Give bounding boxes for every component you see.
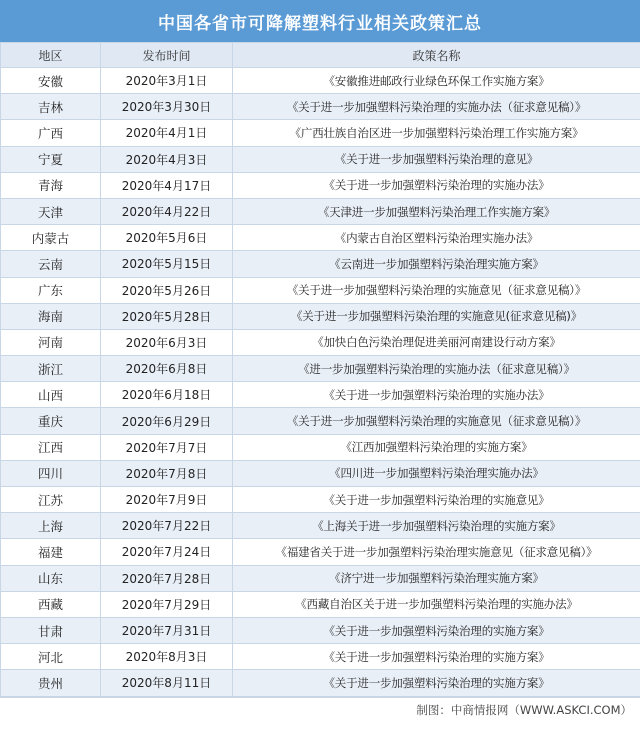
date-cell: 2020年4月22日 [101, 198, 233, 224]
region-cell: 山东 [1, 565, 101, 591]
region-cell: 上海 [1, 513, 101, 539]
table-row [1, 670, 640, 696]
table-header-row [1, 43, 640, 68]
region-cell: 江苏 [1, 487, 101, 513]
date-cell: 2020年7月24日 [101, 539, 233, 565]
date-cell: 2020年6月8日 [101, 356, 233, 382]
policy-cell: 《关于进一步加强塑料污染治理的实施方案》 [233, 644, 640, 670]
date-cell: 2020年7月28日 [101, 565, 233, 591]
policy-cell: 《安徽推进邮政行业绿色环保工作实施方案》 [233, 68, 640, 94]
table-row [1, 329, 640, 355]
date-cell: 2020年7月7日 [101, 434, 233, 460]
table-row [1, 94, 640, 120]
date-cell: 2020年7月29日 [101, 591, 233, 617]
date-cell: 2020年6月3日 [101, 329, 233, 355]
region-cell: 广西 [1, 120, 101, 146]
policy-cell: 《济宁进一步加强塑料污染治理实施方案》 [233, 565, 640, 591]
table-row [1, 513, 640, 539]
policy-cell: 《关于进一步加强塑料污染治理的实施办法》 [233, 382, 640, 408]
table-row [1, 460, 640, 486]
date-cell: 2020年5月28日 [101, 303, 233, 329]
region-cell: 西藏 [1, 591, 101, 617]
date-cell: 2020年5月6日 [101, 225, 233, 251]
table-row [1, 172, 640, 198]
region-cell: 安徽 [1, 68, 101, 94]
date-cell: 2020年7月9日 [101, 487, 233, 513]
table-row [1, 434, 640, 460]
region-cell: 海南 [1, 303, 101, 329]
policy-cell: 《关于进一步加强塑料污染治理的实施办法》 [233, 172, 640, 198]
policy-cell: 《进一步加强塑料污染治理的实施办法（征求意见稿）》 [233, 356, 640, 382]
table-row [1, 591, 640, 617]
column-header-policy: 政策名称 [233, 43, 640, 68]
policy-cell: 《关于进一步加强塑料污染治理的实施意见（征求意见稿）》 [233, 277, 640, 303]
date-cell: 2020年8月11日 [101, 670, 233, 696]
region-cell: 重庆 [1, 408, 101, 434]
policy-cell: 《关于进一步加强塑料污染治理的实施办法（征求意见稿）》 [233, 94, 640, 120]
policy-cell: 《福建省关于进一步加强塑料污染治理实施意见（征求意见稿）》 [233, 539, 640, 565]
policy-cell: 《关于进一步加强塑料污染治理的实施方案》 [233, 617, 640, 643]
table-row [1, 382, 640, 408]
policy-cell: 《云南进一步加强塑料污染治理实施方案》 [233, 251, 640, 277]
date-cell: 2020年3月30日 [101, 94, 233, 120]
policy-cell: 《关于进一步加强塑料污染治理的意见》 [233, 146, 640, 172]
policy-cell: 《上海关于进一步加强塑料污染治理的实施方案》 [233, 513, 640, 539]
date-cell: 2020年5月26日 [101, 277, 233, 303]
region-cell: 四川 [1, 460, 101, 486]
policy-cell: 《关于进一步加强塑料污染治理的实施意见》 [233, 487, 640, 513]
policy-cell: 《内蒙古自治区塑料污染治理实施办法》 [233, 225, 640, 251]
policy-cell: 《关于进一步加强塑料污染治理的实施意见(征求意见稿)》 [233, 303, 640, 329]
table-row [1, 565, 640, 591]
table-row [1, 120, 640, 146]
table-row [1, 146, 640, 172]
policy-cell: 《四川进一步加强塑料污染治理实施办法》 [233, 460, 640, 486]
region-cell: 浙江 [1, 356, 101, 382]
table-row [1, 408, 640, 434]
region-cell: 福建 [1, 539, 101, 565]
date-cell: 2020年7月31日 [101, 617, 233, 643]
date-cell: 2020年5月15日 [101, 251, 233, 277]
policy-cell: 《江西加强塑料污染治理的实施方案》 [233, 434, 640, 460]
region-cell: 河北 [1, 644, 101, 670]
region-cell: 云南 [1, 251, 101, 277]
date-cell: 2020年3月1日 [101, 68, 233, 94]
region-cell: 江西 [1, 434, 101, 460]
table-row [1, 303, 640, 329]
date-cell: 2020年4月3日 [101, 146, 233, 172]
table-row [1, 487, 640, 513]
policy-cell: 《关于进一步加强塑料污染治理的实施意见（征求意见稿）》 [233, 408, 640, 434]
region-cell: 青海 [1, 172, 101, 198]
region-cell: 内蒙古 [1, 225, 101, 251]
date-cell: 2020年8月3日 [101, 644, 233, 670]
policy-table [0, 42, 640, 697]
policy-cell: 《加快白色污染治理促进美丽河南建设行动方案》 [233, 329, 640, 355]
table-row [1, 539, 640, 565]
policy-cell: 《广西壮族自治区进一步加强塑料污染治理工作实施方案》 [233, 120, 640, 146]
table-row [1, 356, 640, 382]
table-title: 中国各省市可降解塑料行业相关政策汇总 [0, 0, 640, 42]
date-cell: 2020年6月18日 [101, 382, 233, 408]
region-cell: 天津 [1, 198, 101, 224]
table-row [1, 198, 640, 224]
column-header-date: 发布时间 [101, 43, 233, 68]
date-cell: 2020年6月29日 [101, 408, 233, 434]
region-cell: 山西 [1, 382, 101, 408]
policy-cell: 《西藏自治区关于进一步加强塑料污染治理的实施办法》 [233, 591, 640, 617]
region-cell: 河南 [1, 329, 101, 355]
table-row [1, 251, 640, 277]
table-row [1, 617, 640, 643]
table-row [1, 225, 640, 251]
table-row [1, 644, 640, 670]
region-cell: 甘肃 [1, 617, 101, 643]
date-cell: 2020年7月22日 [101, 513, 233, 539]
policy-cell: 《关于进一步加强塑料污染治理的实施方案》 [233, 670, 640, 696]
date-cell: 2020年4月17日 [101, 172, 233, 198]
region-cell: 广东 [1, 277, 101, 303]
policy-cell: 《天津进一步加强塑料污染治理工作实施方案》 [233, 198, 640, 224]
source-footer: 制图：中商情报网（WWW.ASKCI.COM） [0, 697, 640, 722]
column-header-region: 地区 [1, 43, 101, 68]
region-cell: 吉林 [1, 94, 101, 120]
date-cell: 2020年4月1日 [101, 120, 233, 146]
region-cell: 宁夏 [1, 146, 101, 172]
date-cell: 2020年7月8日 [101, 460, 233, 486]
table-row [1, 277, 640, 303]
region-cell: 贵州 [1, 670, 101, 696]
table-row [1, 68, 640, 94]
